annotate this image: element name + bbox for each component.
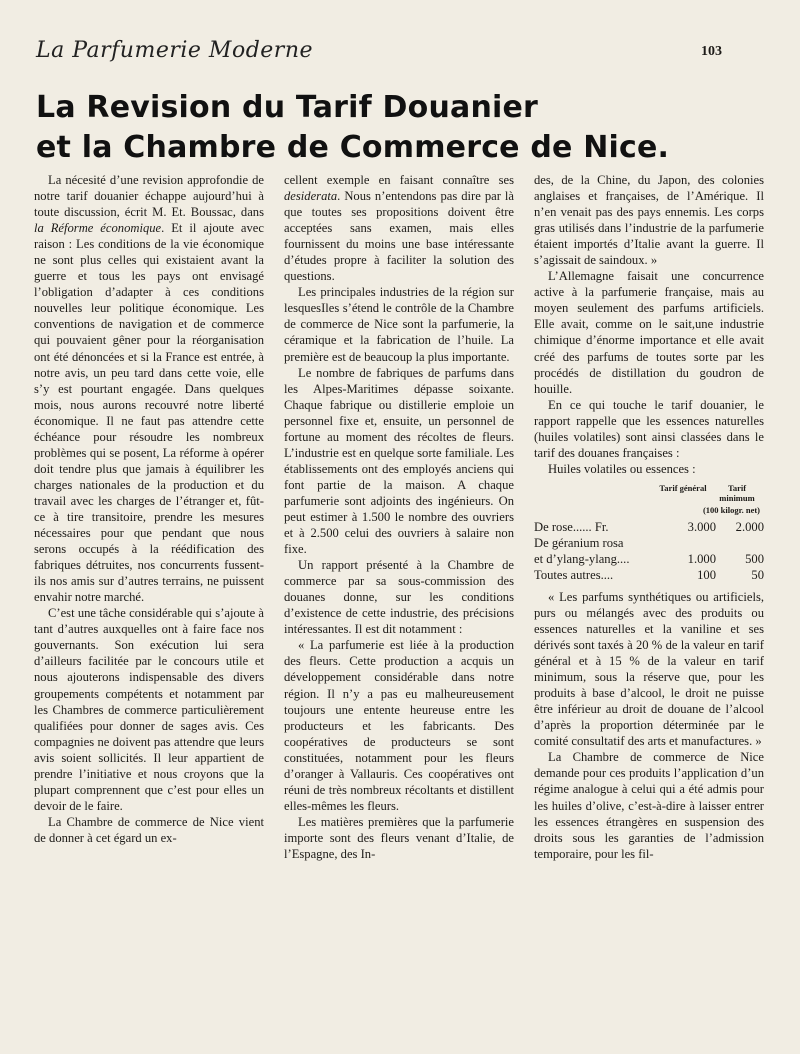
emphasis: desiderata bbox=[284, 189, 338, 204]
text-run: . Nous n’entendons pas dire par là que toutes ses propositions doivent être acceptées sans examen, mais elles fournissent du moins une base intéressante d’études propre à faciliter la solution des questions. bbox=[284, 189, 514, 284]
column-2 bbox=[284, 172, 514, 992]
paragraph bbox=[284, 172, 514, 284]
tariff-row bbox=[534, 535, 764, 551]
paragraph: La Chambre de commerce de Nice vient de donner à cet égard un ex- bbox=[34, 814, 264, 845]
text-run: cellent exemple en faisant connaître ses bbox=[284, 173, 514, 187]
tariff-label: De rose...... Fr. bbox=[534, 519, 609, 534]
paragraph: En ce qui touche le tarif douanier, le rapport rappelle que les essences naturelles (huiles volatiles) sont ainsi classées dans le tarif des douanes françaises : bbox=[534, 397, 764, 460]
tariff-label: Toutes autres.... bbox=[534, 567, 614, 582]
tariff-general: 1.000 bbox=[687, 551, 716, 566]
paragraph: « Les parfums synthétiques ou artificiels, purs ou mélangés avec des produits ou essences naturelles et la vaniline et ses dérivés sont taxés à 20 % de la valeur en tarif général et à 15 % de la valeur en tarif minimum, sous la réserve que, pour les produits à base d’alcool, le droit ne puisse être inférieur au droit de douane de l’alcool d’après la proportion déterminée par le comité consultatif des arts et manufactures. » bbox=[534, 589, 764, 749]
tariff-general: 100 bbox=[697, 567, 716, 582]
tariff-label: De géranium rosa bbox=[534, 535, 624, 550]
article-title bbox=[36, 88, 776, 168]
tariff-row bbox=[534, 567, 764, 583]
tariff-label: et d’ylang-ylang.... bbox=[534, 551, 630, 566]
tariff-minimum: 50 bbox=[751, 567, 764, 582]
tariff-header-general: Tarif général bbox=[659, 482, 707, 493]
paragraph: « La parfumerie est liée à la production des fleurs. Cette production a acquis un développement considérable dans notre région. Il n’y a pas eu malheureusement toujours une entente heureuse entre les producteurs et les fabricants. Des coopératives de producteurs se sont constituées, notamment pour les fleurs d’oranger à Vallauris. Ces coopératives ont réuni de très nombreux récoltants et distillent elles-mêmes les fleurs. bbox=[284, 638, 514, 813]
paragraph: Les principales industries de la région sur lesquesIles s’étend le contrôle de la Chambre de commerce de Nice sont la parfumerie, la céramique et la fabrication de l’huile. La première est de beaucoup la plus importante. bbox=[284, 285, 514, 364]
tariff-header-minimum: Tarif minimum bbox=[719, 482, 755, 503]
tariff-unit: (100 kilogr. net) bbox=[702, 504, 760, 515]
paragraph: Un rapport présenté à la Chambre de commerce par sa sous-commission des douanes donne, sur les conditions d’existence de cette industrie, des précisions intéressantes. Il est dit notamment : bbox=[284, 558, 514, 637]
tariff-minimum: 500 bbox=[745, 551, 764, 566]
tariff-general bbox=[662, 535, 716, 551]
masthead: La Parfumerie Moderne bbox=[36, 38, 314, 63]
tariff-general: 3.000 bbox=[687, 519, 716, 534]
tariff-minimum bbox=[716, 535, 764, 551]
tariff-table bbox=[534, 483, 764, 583]
tariff-row bbox=[534, 551, 764, 567]
paragraph: Les matières premières que la parfumerie importe sont des fleurs venant d’Italie, de l’Espagne, des In- bbox=[284, 814, 514, 861]
page-number: 103 bbox=[701, 44, 722, 59]
paragraph: L’Allemagne faisait une concurrence active à la parfumerie française, mais au moyen seulement des parfums artificiels. Elle avait, comme on le sait,une industrie chimique d’énorme importance et elle avait créé des parfums de toutes sorte par les procédés de distillation du goudron de houille. bbox=[534, 269, 764, 396]
tariff-row bbox=[534, 519, 764, 535]
paragraph: C’est une tâche considérable qui s’ajoute à tant d’autres auxquelles ont à faire face nos gouvernants. Son exécution lui sera d’ailleurs facilitée par le concours utile et nous ajouterons indispensable des divers groupements compétents et notamment par les Chambres de commerce particulièrement qualifiées pour donner de sages avis. Ces compagnies ne doivent pas attendre que leurs avis soient sollicités. Il leur appartient de prendre l’initiative et nous croyons que la plupart comprennent que c’est pour elles un devoir de le faire. bbox=[34, 606, 264, 813]
paragraph bbox=[34, 172, 264, 605]
article-title-line-1: La Revision du Tarif Douanier bbox=[36, 90, 539, 125]
publication-name: la Réforme économique bbox=[34, 221, 162, 236]
column-3 bbox=[534, 172, 764, 992]
tariff-minimum: 2.000 bbox=[735, 519, 764, 534]
article-title-line-2: et la Chambre de Commerce de Nice. bbox=[36, 130, 670, 165]
paragraph: La Chambre de commerce de Nice demande pour ces produits l’application d’un régime analogue à celui qui a été admis pour les huiles d’olive, c’est-à-dire à laisser entrer les essences étrangères en suspension des droits sous les garanties de l’admission temporaire, pour les fil- bbox=[534, 750, 764, 861]
column-1 bbox=[34, 172, 264, 992]
paragraph: Huiles volatiles ou essences : bbox=[548, 461, 696, 476]
paragraph: des, de la Chine, du Japon, des colonies anglaises et françaises, de l’Amérique. Il n’en venait pas des pays ennemis. Les corps gras utilisés dans l’industrie de la parfumerie étaient importés d’Italie avant la guerre. Il s’agissait de saindoux. » bbox=[534, 173, 764, 268]
article-body bbox=[34, 172, 764, 992]
tariff-header bbox=[534, 483, 764, 503]
text-run: . Et il ajoute avec raison : Les conditions de la vie économique ne sont plus celles qui existaient avant la guerre et tous les pays ont envisagé l’obligation d’adapter à ces conditions nouvelles leur politique économique. Les conventions de navigation et de commerce qui pouvaient gêner pour la réorganisation ont été dénoncées et si la France est entrée, à notre avis, un peu tard dans cette voie, elle s’y est pourtant engagée. Dans quelques mois, nous aurons recouvré notre liberté économique. Il ne faut pas attendre cette échéance pour résoudre les nombreux problèmes qui se posent, La réforme à opérer doit tendre plus que jamais à équilibrer les charges nationales de la production et du travail avec les charges de l’étranger et, fût-ce à tire transitoire, prendre les mesures nécessaires pour que pendant que nous serons occupés à la réédification des fabriques détruites, nos concurrents fussent-ils nos amis sur d’autres terrains, ne puissent envahir notre marché. bbox=[34, 221, 264, 605]
paragraph: Le nombre de fabriques de parfums dans les Alpes-Maritimes dépasse soixante. Chaque fabrique ou distillerie emploie un personnel fixe et, ensuite, un personnel de fortune au moment des récoltes de fleurs. L’industrie est en quelque sorte familiale. Les établissements ont des employés anciens qui font partie de la maison. A chaque parfumerie sont adjoints des ingénieurs. On peut estimer à 1.500 le nombre des ouvriers et à 2.500 celui des ouvriers à salaire non fixe. bbox=[284, 365, 514, 557]
text-run: La nécesité d’une revision approfondie de notre tarif douanier échappe aujourd’hui à toute discussion, écrit M. Et. Boussac, dans bbox=[34, 173, 264, 220]
